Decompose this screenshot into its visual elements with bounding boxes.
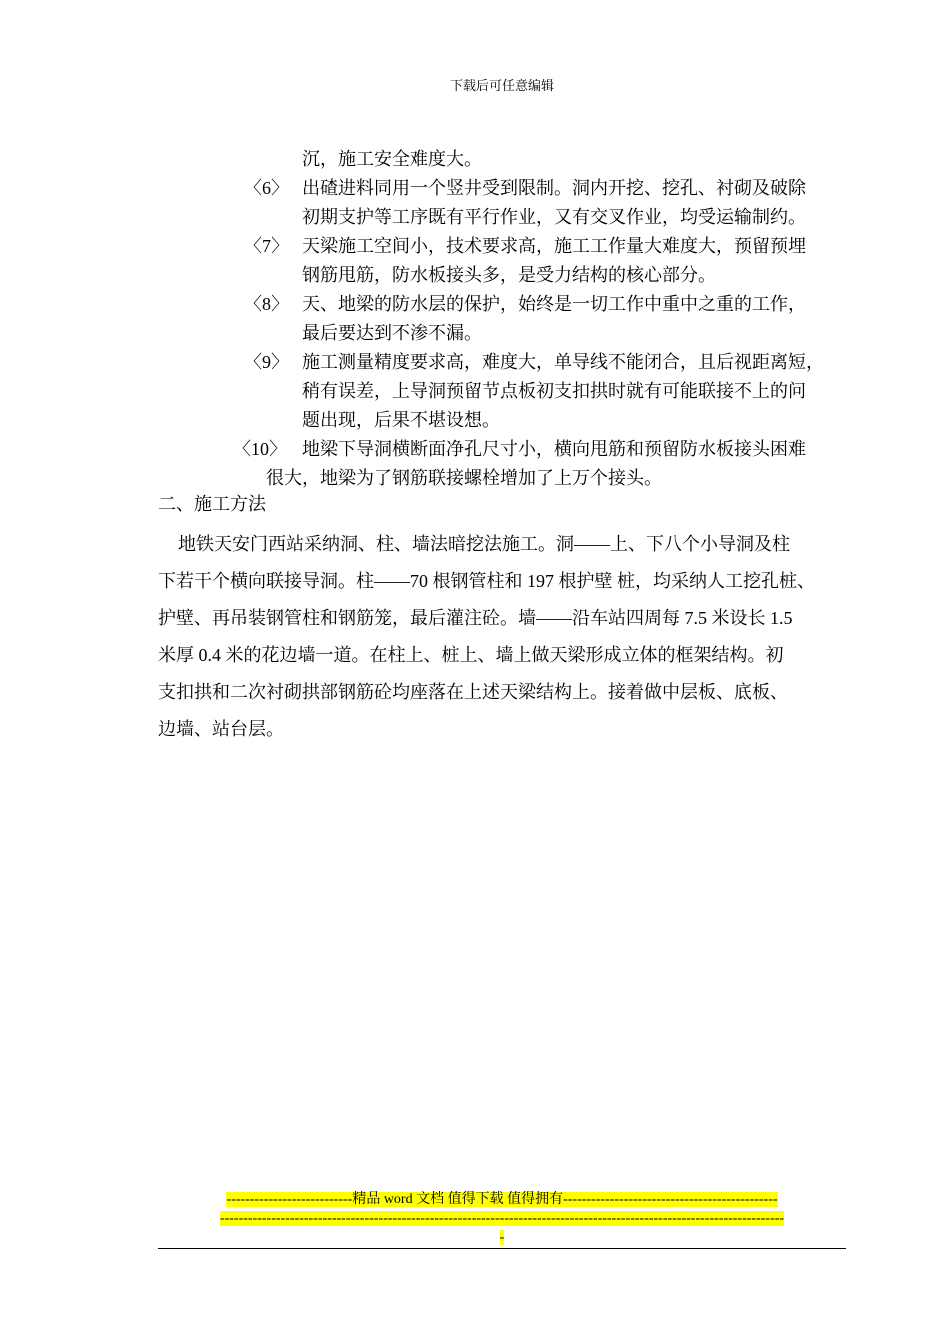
list-item-6-line-1: 出碴进料同用一个竖井受到限制。洞内开挖、挖孔、衬砌及破除 [302, 178, 806, 198]
list-item-8-line-1: 天、地梁的防水层的保护，始终是一切工作中重中之重的工作， [302, 294, 806, 314]
list-number-8: 〈8〉 [244, 294, 289, 314]
paragraph-line-1: 地铁天安门西站采纳洞、柱、墙法暗挖法施工。洞——上、下八个小导洞及柱 [178, 534, 790, 554]
list-item-6-line-2: 初期支护等工序既有平行作业，又有交叉作业，均受运输制约。 [302, 207, 806, 227]
list-item-9-line-2: 稍有误差，上导洞预留节点板初支扣拱时就有可能联接不上的问 [302, 381, 806, 401]
section-heading: 二、施工方法 [158, 494, 266, 514]
list-item-7-line-1: 天梁施工空间小，技术要求高，施工工作量大难度大，预留预埋 [302, 236, 806, 256]
footer-line-1: ---------------------------精品 word 文档 值得下载 值得拥有---------------------------------------------- [226, 1192, 778, 1207]
list-item-8-line-2: 最后要达到不渗不漏。 [302, 323, 482, 343]
list-item-10-line-1: 地梁下导洞横断面净孔尺寸小，横向甩筋和预留防水板接头困难 [302, 439, 806, 459]
list-item-9-line-1: 施工测量精度要求高，难度大，单导线不能闭合，且后视距离短， [302, 352, 824, 372]
paragraph-line-2: 下若干个横向联接导洞。柱——70 根钢管柱和 197 根护壁 桩，均采纳人工挖孔桩、 [158, 571, 815, 591]
list-number-7: 〈7〉 [244, 236, 289, 256]
footer-line-3: - [499, 1230, 505, 1245]
paragraph-line-3: 护壁、再吊装钢管柱和钢筋笼，最后灌注砼。墙——沿车站四周每 7.5 米设长 1.5 [158, 608, 793, 628]
list-number-6: 〈6〉 [244, 178, 289, 198]
paragraph-line-4: 米厚 0.4 米的花边墙一道。在柱上、桩上、墙上做天梁形成立体的框架结构。初 [158, 645, 784, 665]
page-header: 下载后可任意编辑 [449, 78, 554, 93]
paragraph-line-5: 支扣拱和二次衬砌拱部钢筋砼均座落在上述天梁结构上。接着做中层板、底板、 [158, 682, 788, 702]
list-number-10: 〈10〉 [233, 439, 287, 459]
list-number-9: 〈9〉 [244, 352, 289, 372]
footer-banner [158, 1190, 846, 1247]
footer-line-2: ------------------------------------------------------------------------------------------------------------------------- [219, 1211, 785, 1226]
list-item-7-line-2: 钢筋甩筋，防水板接头多，是受力结构的核心部分。 [302, 265, 716, 285]
footer-rule [158, 1248, 846, 1249]
paragraph-line-6: 边墙、站台层。 [158, 719, 284, 739]
list-item-9-line-3: 题出现，后果不堪设想。 [302, 410, 500, 430]
list-continuation: 沉，施工安全难度大。 [302, 149, 482, 169]
list-item-10-line-2: 很大，地梁为了钢筋联接螺栓增加了上万个接头。 [266, 468, 662, 488]
